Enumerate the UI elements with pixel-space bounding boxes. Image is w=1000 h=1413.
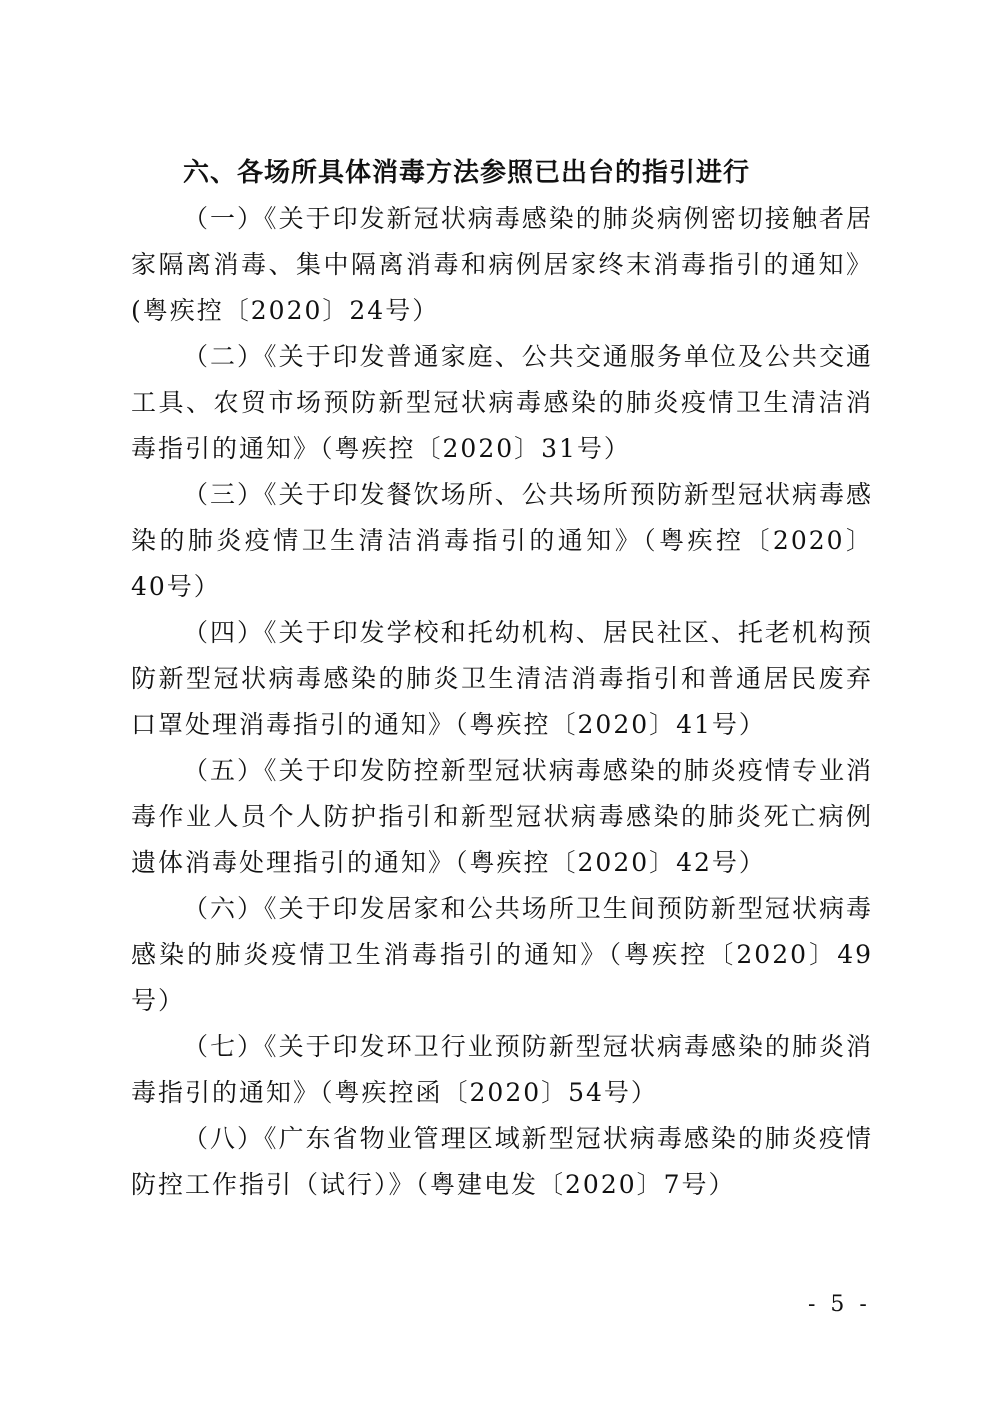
guideline-item-4: （四）《关于印发学校和托幼机构、居民社区、托老机构预防新型冠状病毒感染的肺炎卫生清洁消毒指引和普通居民废弃口罩处理消毒指引的通知》（粤疾控〔2020〕41号） [131,618,873,739]
section-heading: 六、各场所具体消毒方法参照已出台的指引进行 [183,158,751,188]
page-number: - 5 - [808,1292,871,1317]
guideline-item-5: （五）《关于印发防控新型冠状病毒感染的肺炎疫情专业消毒作业人员个人防护指引和新型冠状病毒感染的肺炎死亡病例遗体消毒处理指引的通知》（粤疾控〔2020〕42号） [131,756,873,877]
guideline-item-7: （七）《关于印发环卫行业预防新型冠状病毒感染的肺炎消毒指引的通知》（粤疾控函〔2020〕54号） [131,1032,873,1107]
guideline-item-3: （三）《关于印发餐饮场所、公共场所预防新型冠状病毒感染的肺炎疫情卫生清洁消毒指引的通知》（粤疾控〔2020〕40号） [131,480,873,601]
guideline-item-2: （二）《关于印发普通家庭、公共交通服务单位及公共交通工具、农贸市场预防新型冠状病毒感染的肺炎疫情卫生清洁消毒指引的通知》（粤疾控〔2020〕31号） [131,342,873,463]
guideline-item-1: （一）《关于印发新冠状病毒感染的肺炎病例密切接触者居家隔离消毒、集中隔离消毒和病例居家终末消毒指引的通知》(粤疾控〔2020〕24号） [131,204,873,325]
guideline-item-8: （八）《广东省物业管理区域新型冠状病毒感染的肺炎疫情防控工作指引（试行）》（粤建电发〔2020〕7号） [131,1124,873,1199]
document-body [131,150,873,1208]
guideline-item-6: （六）《关于印发居家和公共场所卫生间预防新型冠状病毒感染的肺炎疫情卫生消毒指引的通知》（粤疾控〔2020〕49号） [131,894,873,1015]
